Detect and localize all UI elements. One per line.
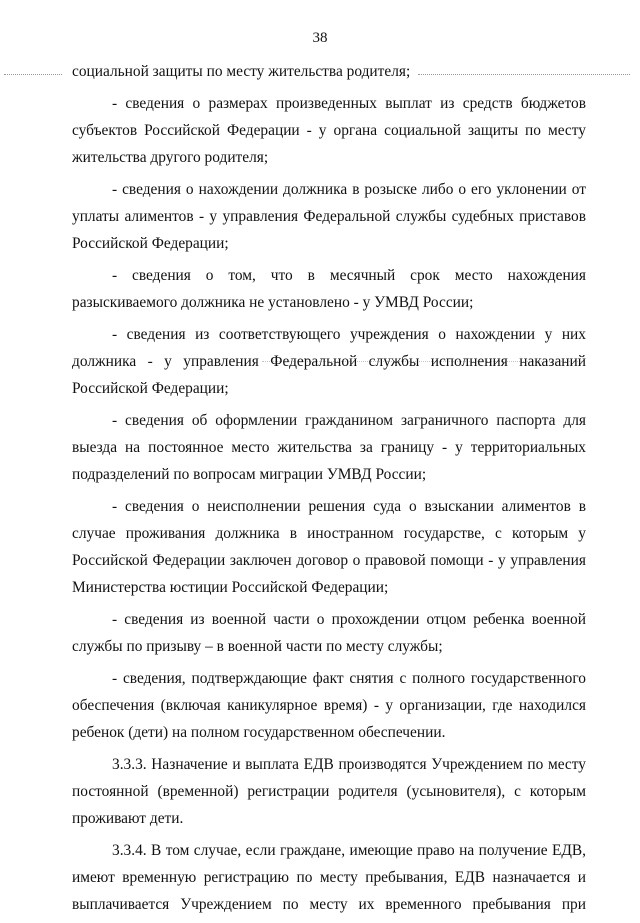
document-body [72,58,586,923]
paragraph-budget-payments: - сведения о размерах произведенных выплат из средств бюджетов субъектов Российской Федерации - у органа социальной защиты по месту жительства другого родителя; [72,95,586,166]
paragraph-military-service: - сведения из военной части о прохождении отцом ребенка военной службы по призыву – в военной части по месту службы; [72,611,586,655]
paragraph-passport: - сведения об оформлении гражданином заграничного паспорта для выезда на постоянное место жительства за границу - у территориальных подразделений по вопросам миграции УМВД России; [72,412,586,483]
paragraph-state-support: - сведения, подтверждающие факт снятия с полного государственного обеспечения (включая каникулярное время) - у организации, где находился ребенок (дети) на полном государственном обеспечении. [72,670,586,741]
paragraph-court-decision: - сведения о неисполнении решения суда о взыскании алиментов в случае проживания должника в иностранном государстве, с которым у Российской Федерации заключен договор о правовой помощи - у управления Министерства юстиции Российской Федерации; [72,498,586,596]
page-number: 38 [312,30,328,46]
paragraph-section-3-3-3: 3.3.3. Назначение и выплата ЕДВ производятся Учреждением по месту постоянной (временной) регистрации родителя (усыновителя), с которым проживают дети. [72,756,586,827]
paragraph-debtor-search: - сведения о нахождении должника в розыске либо о его уклонении от уплаты алиментов - у управления Федеральной службы судебных приставов Российской Федерации; [72,181,586,252]
paragraph-continuation: социальной защиты по месту жительства родителя; [72,63,411,80]
paragraph-penal-institution: - сведения из соответствующего учреждения о нахождении у них должника - у управления Федеральной службы исполнения наказаний Российской Федерации; [72,326,586,397]
paragraph-section-3-3-4: 3.3.4. В том случае, если граждане, имеющие право на получение ЕДВ, имеют временную регистрацию по месту пребывания, ЕДВ назначается и выплачивается Учреждением по месту их временного пребывания при [72,842,586,913]
paragraph-location-unknown: - сведения о том, что в месячный срок место нахождения разыскиваемого должника не установлено - у УМВД России; [72,267,586,311]
scan-artifact-left [4,74,62,76]
